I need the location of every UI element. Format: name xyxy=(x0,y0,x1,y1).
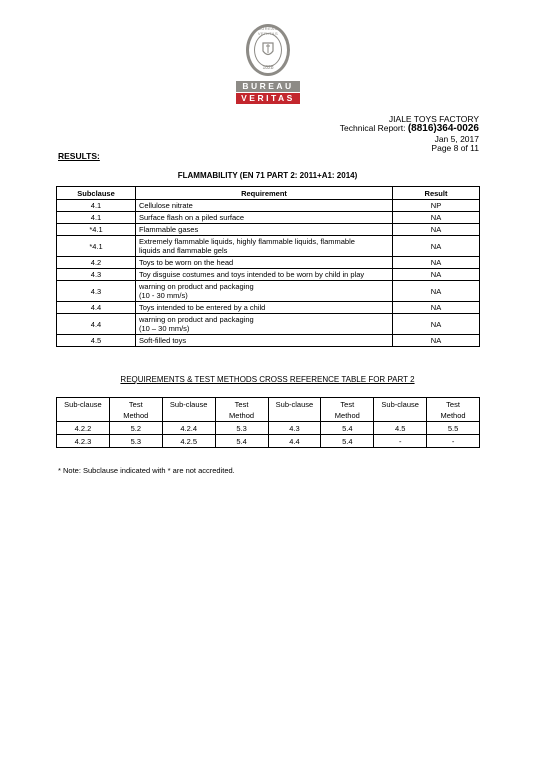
table-cell: 4.5 xyxy=(374,422,427,435)
report-date: Jan 5, 2017 xyxy=(434,134,479,144)
seal-text: BUREAU VERITAS xyxy=(257,26,279,36)
table-row xyxy=(57,212,480,224)
subclause-cell: *4.1 xyxy=(57,224,136,236)
requirement-cell xyxy=(136,281,393,302)
requirement-line-1: Extremely flammable liquids, highly flammable liquids, flammable xyxy=(139,237,355,246)
column-header-subclause: Subclause xyxy=(57,187,136,200)
requirement-line-2: liquids and flammable gels xyxy=(139,246,228,255)
table-row xyxy=(57,200,480,212)
table-cell: 4.2.4 xyxy=(162,422,215,435)
cross-reference-table xyxy=(56,397,480,448)
table-row xyxy=(57,422,480,435)
table-header-row xyxy=(57,187,480,200)
header-method-word: Method xyxy=(440,411,466,420)
requirement-cell: Cellulose nitrate xyxy=(136,200,393,212)
report-number-line xyxy=(340,123,479,134)
subclause-cell: 4.5 xyxy=(57,335,136,347)
table-cell: 4.2.5 xyxy=(162,435,215,448)
column-header-subclause: Sub-clause xyxy=(268,398,321,422)
table-row xyxy=(57,224,480,236)
table-cell: - xyxy=(427,435,480,448)
subclause-cell: 4.3 xyxy=(57,269,136,281)
column-header-test-method xyxy=(427,398,480,422)
subclause-cell: 4.4 xyxy=(57,314,136,335)
table-cell: 5.2 xyxy=(109,422,162,435)
header-method-word: Method xyxy=(229,411,255,420)
result-cell: NA xyxy=(393,302,480,314)
table-cell: 5.4 xyxy=(321,435,374,448)
requirement-cell: Flammable gases xyxy=(136,224,393,236)
requirement-line-2: (10 - 30 mm/s) xyxy=(139,291,188,300)
column-header-test-method xyxy=(215,398,268,422)
result-cell: NA xyxy=(393,314,480,335)
requirement-cell: Toys intended to be entered by a child xyxy=(136,302,393,314)
result-cell: NP xyxy=(393,200,480,212)
seal-emblem xyxy=(246,24,290,76)
result-cell: NA xyxy=(393,257,480,269)
logo-line-veritas: VERITAS xyxy=(236,93,300,104)
requirement-line-2: (10 – 30 mm/s) xyxy=(139,324,190,333)
table-header-row xyxy=(57,398,480,422)
column-header-subclause: Sub-clause xyxy=(374,398,427,422)
result-cell: NA xyxy=(393,224,480,236)
bureau-veritas-logo xyxy=(236,24,300,104)
subclause-cell: 4.4 xyxy=(57,302,136,314)
header-test-word: Test xyxy=(234,400,249,409)
result-cell: NA xyxy=(393,281,480,302)
table-row xyxy=(57,302,480,314)
page-number: Page 8 of 11 xyxy=(431,143,479,153)
table-row xyxy=(57,236,480,257)
table-row xyxy=(57,335,480,347)
table-cell: 5.4 xyxy=(321,422,374,435)
requirement-cell: Surface flash on a piled surface xyxy=(136,212,393,224)
column-header-subclause: Sub-clause xyxy=(162,398,215,422)
column-header-subclause: Sub-clause xyxy=(57,398,110,422)
subclause-cell: 4.1 xyxy=(57,212,136,224)
subclause-cell: *4.1 xyxy=(57,236,136,257)
table-cell: 5.4 xyxy=(215,435,268,448)
table-cell: - xyxy=(374,435,427,448)
requirement-cell xyxy=(136,236,393,257)
requirement-cell xyxy=(136,314,393,335)
header-method-word: Method xyxy=(334,411,360,420)
header-test-word: Test xyxy=(128,400,143,409)
column-header-result: Result xyxy=(393,187,480,200)
table-cell: 4.4 xyxy=(268,435,321,448)
requirement-line-1: warning on product and packaging xyxy=(139,282,254,291)
flammability-table xyxy=(56,186,480,347)
table-row xyxy=(57,269,480,281)
subclause-cell: 4.2 xyxy=(57,257,136,269)
result-cell: NA xyxy=(393,269,480,281)
requirement-cell: Soft-filled toys xyxy=(136,335,393,347)
result-cell: NA xyxy=(393,236,480,257)
report-label: Technical Report: xyxy=(339,123,408,133)
result-cell: NA xyxy=(393,212,480,224)
seal-year: 1828 xyxy=(262,65,274,71)
crest-icon xyxy=(261,41,275,59)
result-cell: NA xyxy=(393,335,480,347)
flammability-title: FLAMMABILITY (EN 71 PART 2: 2011+A1: 2014) xyxy=(177,171,358,180)
subclause-cell: 4.1 xyxy=(57,200,136,212)
header-test-word: Test xyxy=(446,400,460,409)
table-row xyxy=(57,435,480,448)
table-row xyxy=(57,281,480,302)
header-test-word: Test xyxy=(340,400,355,409)
table-row xyxy=(57,314,480,335)
company-name: JIALE TOYS FACTORY xyxy=(388,114,479,124)
accreditation-note: * Note: Subclause indicated with * are not accredited. xyxy=(58,466,235,475)
table-cell: 5.3 xyxy=(109,435,162,448)
column-header-test-method xyxy=(321,398,374,422)
table-cell: 4.3 xyxy=(268,422,321,435)
requirement-cell: Toy disguise costumes and toys intended to be worn by child in play xyxy=(136,269,393,281)
table-cell: 4.2.2 xyxy=(57,422,110,435)
table-cell: 5.5 xyxy=(427,422,480,435)
header-method-word: Method xyxy=(123,411,149,420)
table-row xyxy=(57,257,480,269)
requirement-cell: Toys to be worn on the head xyxy=(136,257,393,269)
table-cell: 5.3 xyxy=(215,422,268,435)
table-cell: 4.2.3 xyxy=(57,435,110,448)
column-header-test-method xyxy=(109,398,162,422)
results-heading: RESULTS: xyxy=(58,151,100,161)
logo-line-bureau: BUREAU xyxy=(236,81,300,92)
cross-reference-title: REQUIREMENTS & TEST METHODS CROSS REFERENCE TABLE FOR PART 2 xyxy=(120,375,415,384)
requirement-line-1: warning on product and packaging xyxy=(139,315,254,324)
column-header-requirement: Requirement xyxy=(136,187,393,200)
report-number: (8816)364-0026 xyxy=(407,123,479,134)
subclause-cell: 4.3 xyxy=(57,281,136,302)
